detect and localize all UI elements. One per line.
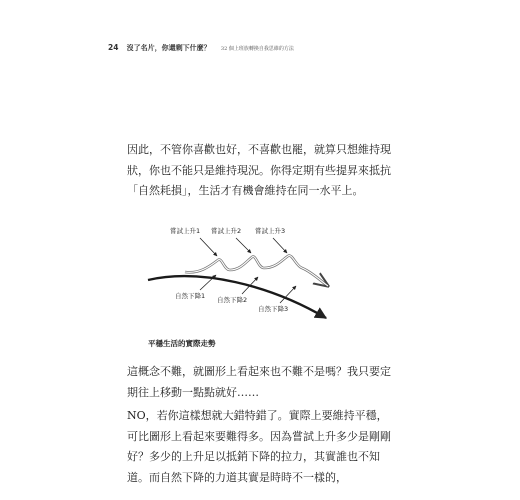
trend-diagram [130,220,340,330]
book-subtitle: 32 個上班族轉換自我思維的方法 [220,46,294,52]
rise-arrow-1 [200,238,217,256]
rise-label-1: 嘗試上升1 [170,227,201,235]
decline-label-2: 自然下降2 [217,296,248,304]
page-number: 24 [108,43,119,52]
rise-wave-inner [185,256,328,286]
decline-label-1: 自然下降1 [175,292,206,300]
rise-label-3: 嘗試上升3 [255,227,286,235]
book-title: 沒了名片，你還剩下什麼？ [126,43,211,52]
decline-arrow-2 [242,277,258,294]
paragraph-3: NO，若你這樣想就大錯特錯了。實際上要維持平穩，可比圖形上看起來要難得多。因為嘗試上升多少是剛剛好？多少的上升足以抵銷下降的拉力，其實誰也不知道。而自然下降的力道其實是時時不一樣的， [127,409,391,484]
running-header [108,43,294,53]
paragraph-2: 這概念不難，就圖形上看起來也不難不是嗎？我只要定期往上移動一點點就好…… [127,365,391,399]
diagram-caption: 平穩生活的實際走勢 [148,339,216,348]
rise-label-2: 嘗試上升2 [211,227,242,235]
decline-label-3: 自然下降3 [258,305,289,313]
rise-arrow-2 [236,238,251,253]
paragraph-1: 因此，不管你喜歡也好，不喜歡也罷，就算只想維持現狀，你也不能只是維持現況。你得定期有些提昇來抵抗「自然耗損」，生活才有機會維持在同一水平上。 [127,143,391,197]
rise-arrow-3 [273,238,287,253]
